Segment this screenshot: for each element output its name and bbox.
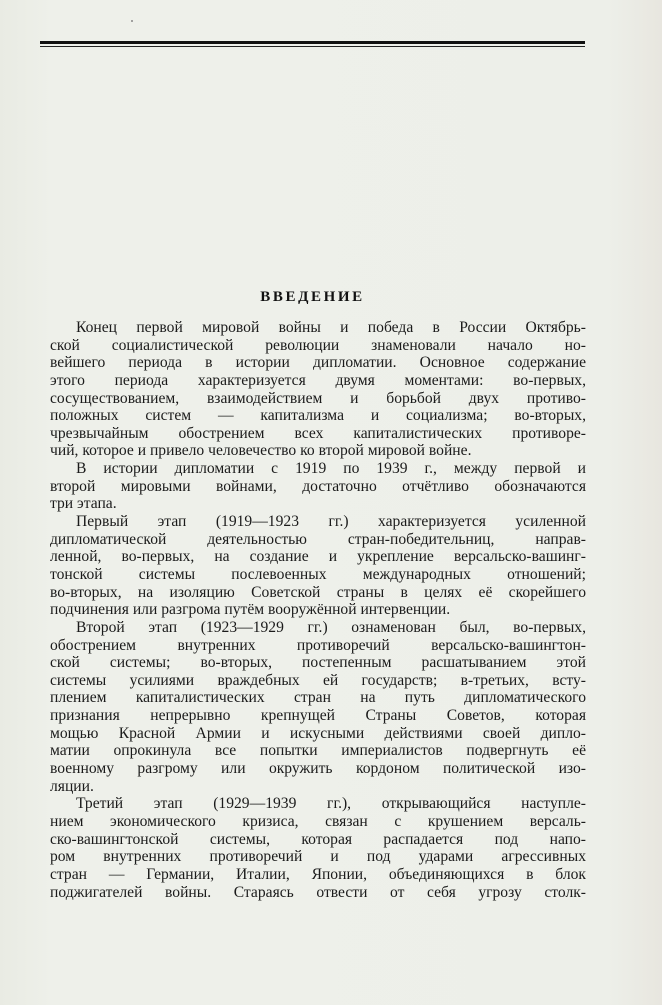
text-line: тонской системы послевоенных международных отношений;: [50, 565, 586, 583]
text-line: положных систем — капитализма и социализма; во-вторых,: [50, 407, 586, 425]
scan-speck: [131, 20, 133, 22]
text-line: сосуществованием, взаимодействием и борьбой двух противо-: [50, 389, 586, 407]
text-line: вейшего периода в истории дипломатии. Основное содержание: [50, 354, 586, 372]
text-line: во-вторых, на изоляцию Советской страны в целях её скорейшего: [50, 583, 586, 601]
text-line: нием экономического кризиса, связан с крушением версаль-: [50, 812, 586, 830]
text-line: ленной, во-первых, на создание и укрепление версальско-вашинг-: [50, 548, 586, 566]
paragraph: [50, 795, 586, 901]
text-line: плением капиталистических стран на путь дипломатического: [50, 689, 586, 707]
text-line: матии опрокинула все попытки империалистов подвергнуть её: [50, 742, 586, 760]
chapter-heading: ВВЕДЕНИЕ: [260, 289, 365, 305]
text-line: В истории дипломатии с 1919 по 1939 г., между первой и: [76, 460, 586, 478]
text-line: ляции.: [50, 777, 94, 795]
text-line: чий, которое и привело человечество ко второй мировой войне.: [50, 442, 472, 460]
text-line: ской системы; во-вторых, постепенным расшатыванием этой: [50, 654, 586, 672]
text-line: три этапа.: [50, 495, 117, 513]
text-line: этого периода характеризуется двумя моментами: во-первых,: [50, 371, 586, 389]
paragraph: [50, 319, 586, 460]
text-line: Второй этап (1923—1929 гг.) ознаменован был, во-первых,: [76, 618, 586, 636]
text-line: подчинения или разгрома путём вооружённой интервенции.: [50, 601, 451, 619]
text-line: ром внутренних противоречий и под ударами агрессивных: [50, 848, 586, 866]
text-line: ско-вашингтонской системы, которая распадается под напо-: [50, 830, 586, 848]
text-line: системы усилиями враждебных ей государств; в-третьих, всту-: [50, 671, 586, 689]
text-line: признания непрерывно крепнущей Страны Советов, которая: [50, 707, 586, 725]
paragraph: [50, 513, 586, 619]
header-double-rule: [40, 41, 585, 47]
text-line: Конец первой мировой войны и победа в России Октябрь-: [76, 319, 586, 336]
text-line: второй мировыми войнами, достаточно отчётливо обозначаются: [50, 477, 586, 495]
text-line: обострением внутренних противоречий версальско-вашингтон-: [50, 636, 586, 654]
rule-thin: [40, 46, 585, 47]
text-line: ской социалистической революции знаменовали начало но-: [50, 336, 586, 354]
text-line: Первый этап (1919—1923 гг.) характеризуется усиленной: [76, 513, 586, 531]
text-line: поджигателей войны. Стараясь отвести от себя угрозу столк-: [50, 883, 586, 901]
text-line: чрезвычайным обострением всех капиталистических противоре-: [50, 424, 586, 442]
text-line: мощью Красной Армии и искусными действиями своей дипло-: [50, 724, 586, 742]
text-line: Третий этап (1929—1939 гг.), открывающийся наступле-: [76, 795, 586, 813]
paragraph: [50, 460, 586, 513]
body-text: [50, 319, 586, 901]
paragraph: [50, 619, 586, 795]
text-line: дипломатической деятельностью стран-победительниц, направ-: [50, 530, 586, 548]
text-line: стран — Германии, Италии, Японии, объединяющихся в блок: [50, 865, 586, 883]
text-line: военному разгрому или окружить кордоном политической изо-: [50, 760, 586, 778]
